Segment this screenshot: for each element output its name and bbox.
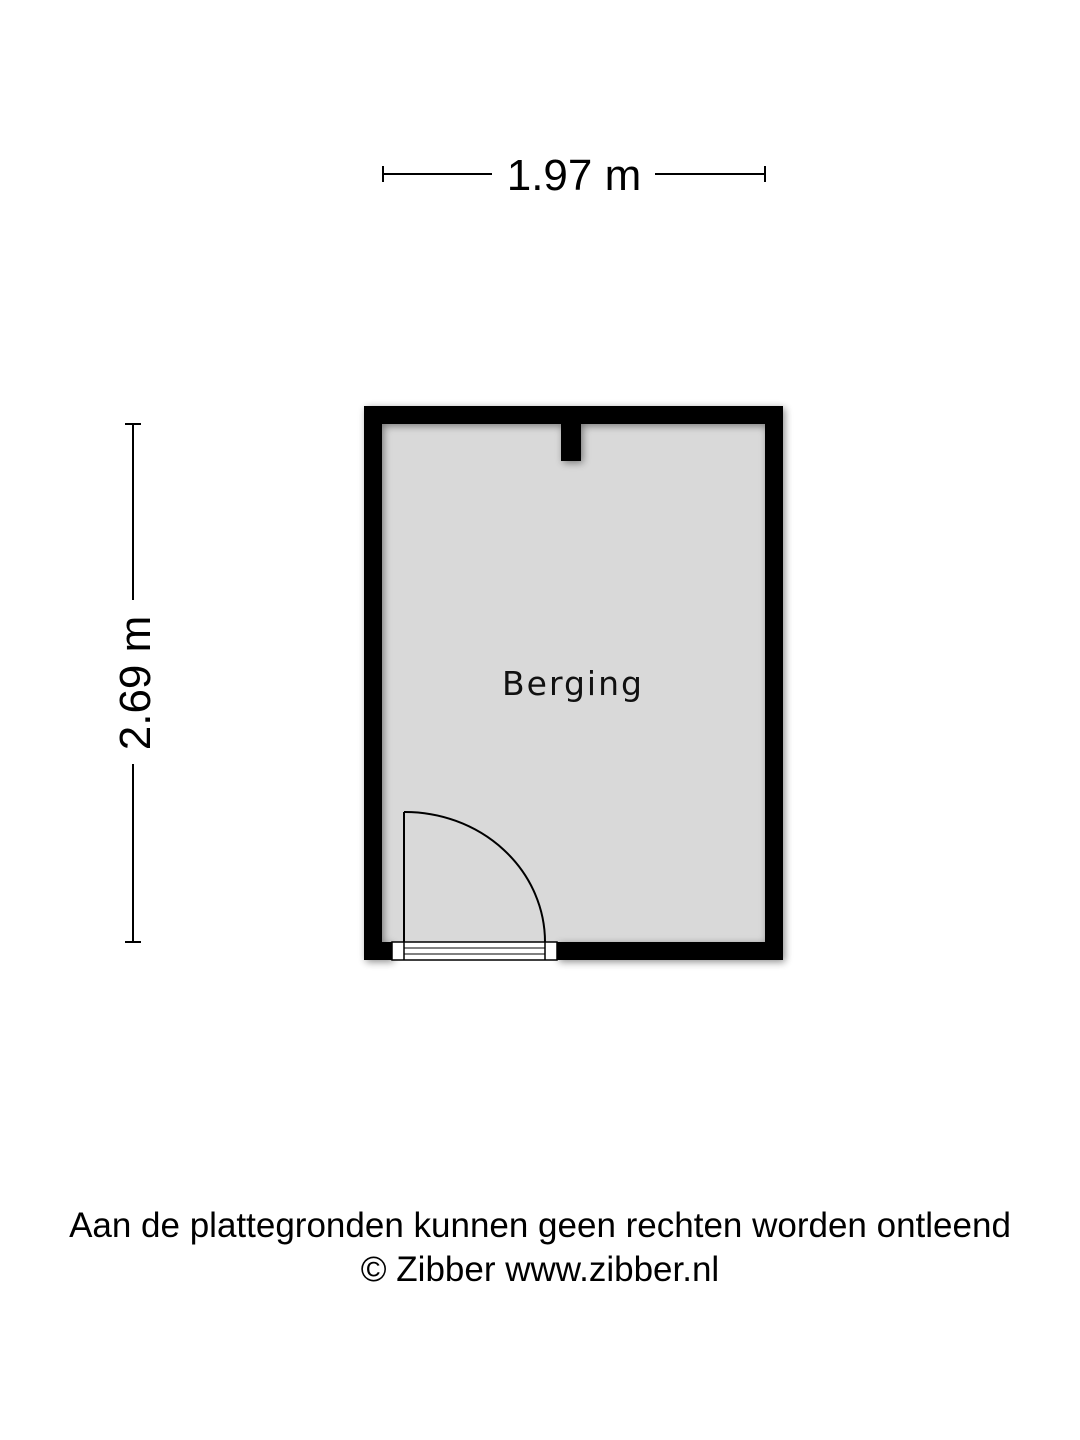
copyright-text: © Zibber www.zibber.nl <box>360 1250 720 1289</box>
wall-bottom-right <box>557 942 783 960</box>
wall-bottom-left <box>364 942 392 960</box>
width-dimension <box>383 151 765 200</box>
footer-disclaimer <box>0 1204 1080 1292</box>
height-dimension <box>111 424 160 942</box>
room-berging <box>364 406 783 960</box>
wall-pillar <box>561 424 581 461</box>
disclaimer-text: Aan de plattegronden kunnen geen rechten worden ontleend <box>69 1206 1011 1245</box>
door-threshold <box>392 942 557 960</box>
width-dimension-label: 1.97 m <box>506 151 642 200</box>
wall-left <box>364 406 382 960</box>
wall-top <box>364 406 783 424</box>
wall-right <box>765 406 783 960</box>
room-label: Berging <box>502 664 644 703</box>
height-dimension-label: 2.69 m <box>111 615 160 751</box>
